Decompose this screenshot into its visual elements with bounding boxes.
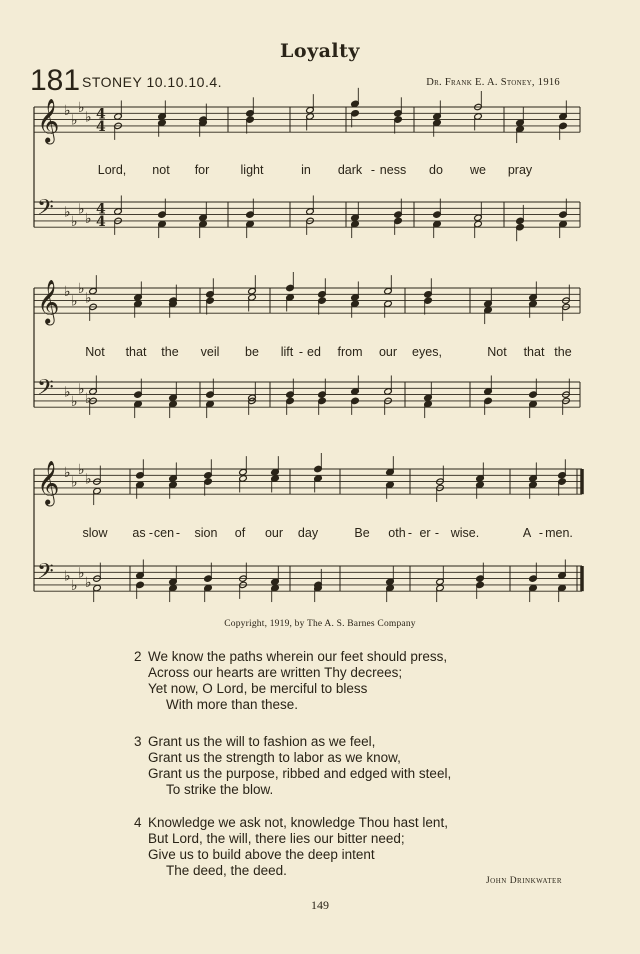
lyric-syllable: from xyxy=(337,345,363,359)
time-signature: 4 xyxy=(96,214,106,231)
flat-sign: ♭ xyxy=(71,393,78,410)
lyric-syllable: lift xyxy=(280,345,294,359)
stanza-line: To strike the blow. xyxy=(166,782,274,797)
page-number: 149 xyxy=(311,898,329,912)
author-credit: John Drinkwater xyxy=(485,876,562,886)
flat-sign: ♭ xyxy=(85,390,92,407)
lyric-syllable: - xyxy=(175,526,181,540)
stanza xyxy=(0,734,452,798)
flat-sign: ♭ xyxy=(85,210,92,227)
lyric-syllable: for xyxy=(194,163,210,177)
lyric-syllable: er xyxy=(419,526,431,540)
stanza-line: Across our hearts are written Thy decrees; xyxy=(148,665,403,680)
bass-clef: 𝄢 xyxy=(37,195,54,226)
time-signature: 4 xyxy=(96,201,106,218)
lyric-syllable: Lord, xyxy=(97,163,127,177)
lyric-syllable: in xyxy=(301,163,311,177)
tune-name: STONEY 10.10.10.4. xyxy=(82,74,223,90)
stanza-line: Yet now, O Lord, be merciful to bless xyxy=(148,681,368,696)
flat-sign: ♭ xyxy=(71,474,78,491)
flat-sign: ♭ xyxy=(71,293,78,310)
time-signature: 4 xyxy=(96,119,106,136)
lyric-syllable: we xyxy=(470,163,486,177)
stanza-line: The deed, the deed. xyxy=(166,863,287,878)
stanza xyxy=(0,649,448,713)
flat-sign: ♭ xyxy=(64,204,71,221)
lyric-syllable: - xyxy=(407,526,413,540)
lyric-syllable: sion xyxy=(194,526,218,540)
flat-sign: ♭ xyxy=(78,100,85,116)
lyric-syllable: of xyxy=(234,526,246,540)
treble-clef: 𝄞 xyxy=(37,98,60,143)
stanza-number: 3 xyxy=(134,734,142,749)
flat-sign: ♭ xyxy=(78,381,85,398)
lyric-syllable: the xyxy=(161,345,179,359)
flat-sign: ♭ xyxy=(78,201,85,218)
lyric-syllable: ness xyxy=(379,163,407,177)
stanza-line: We know the paths wherein our feet should press, xyxy=(148,649,448,664)
lyric-syllable: not xyxy=(152,163,170,177)
flat-sign: ♭ xyxy=(71,213,78,230)
lyric-syllable: Not xyxy=(487,345,507,359)
stanza-line: Grant us the will to fashion as we feel, xyxy=(148,734,376,749)
flat-sign: ♭ xyxy=(78,462,85,478)
lyric-syllable: Not xyxy=(85,345,105,359)
stanza-number: 2 xyxy=(134,649,142,664)
flat-sign: ♭ xyxy=(64,568,71,585)
lyric-syllable: pray xyxy=(507,163,533,177)
treble-clef: 𝄞 xyxy=(37,460,60,505)
treble-clef: 𝄞 xyxy=(37,279,60,324)
lyric-syllable: A xyxy=(522,526,532,540)
lyric-syllable: wise. xyxy=(450,526,480,540)
stanza-line: But Lord, the will, there lies our bitter need; xyxy=(148,831,405,846)
lyric-syllable: cen xyxy=(153,526,175,540)
flat-sign: ♭ xyxy=(85,290,92,307)
lyric-syllable: our xyxy=(264,526,284,540)
bass-clef: 𝄢 xyxy=(37,559,54,590)
bass-clef: 𝄢 xyxy=(37,375,54,406)
flat-sign: ♭ xyxy=(64,284,71,301)
flat-sign: ♭ xyxy=(78,565,85,582)
lyric-syllable: that xyxy=(523,345,545,359)
flat-sign: ♭ xyxy=(85,109,92,126)
composer-credit: Dr. Frank E. A. Stoney, 1916 xyxy=(426,77,560,88)
lyric-syllable: - xyxy=(370,163,376,177)
lyric-syllable: light xyxy=(240,163,264,177)
flat-sign: ♭ xyxy=(64,384,71,401)
lyric-syllable: Be xyxy=(354,526,370,540)
flat-sign: ♭ xyxy=(71,112,78,129)
stanza-line: Give us to build above the deep intent xyxy=(148,847,375,862)
stanza-line: Grant us the purpose, ribbed and edged with steel, xyxy=(148,766,452,781)
stanza-line: With more than these. xyxy=(166,697,299,712)
lyric-syllable: slow xyxy=(82,526,108,540)
stanza-number: 4 xyxy=(134,815,142,830)
time-signature: 4 xyxy=(96,106,106,123)
lyric-syllable: our xyxy=(378,345,398,359)
lyric-syllable: - xyxy=(434,526,440,540)
flat-sign: ♭ xyxy=(85,471,92,488)
lyric-syllable: veil xyxy=(200,345,220,359)
flat-sign: ♭ xyxy=(78,281,85,297)
hymn-title: Loyalty xyxy=(280,40,360,62)
flat-sign: ♭ xyxy=(64,465,71,482)
stanza xyxy=(0,815,448,879)
lyric-syllable: do xyxy=(429,163,443,177)
stanza-line: Knowledge we ask not, knowledge Thou hast lent, xyxy=(148,815,448,830)
lyric-syllable: that xyxy=(125,345,147,359)
lyric-syllable: - xyxy=(538,526,544,540)
lyric-syllable: eyes, xyxy=(412,345,442,359)
lyric-syllable: men. xyxy=(545,526,573,540)
flat-sign: ♭ xyxy=(85,574,92,591)
copyright-notice: Copyright, 1919, by The A. S. Barnes Company xyxy=(224,619,416,629)
lyric-syllable: the xyxy=(554,345,572,359)
lyric-syllable: be xyxy=(245,345,259,359)
lyric-syllable: ed xyxy=(307,345,321,359)
lyric-syllable: oth xyxy=(388,526,406,540)
lyric-syllable: dark xyxy=(337,163,363,177)
lyric-syllable: day xyxy=(297,526,319,540)
flat-sign: ♭ xyxy=(64,103,71,120)
lyric-syllable: - xyxy=(148,526,154,540)
stanza-line: Grant us the strength to labor as we know, xyxy=(148,750,401,765)
hymn-number: 181 xyxy=(30,64,81,97)
flat-sign: ♭ xyxy=(71,577,78,594)
lyric-syllable: - xyxy=(298,345,304,359)
lyric-syllable: as xyxy=(132,526,146,540)
